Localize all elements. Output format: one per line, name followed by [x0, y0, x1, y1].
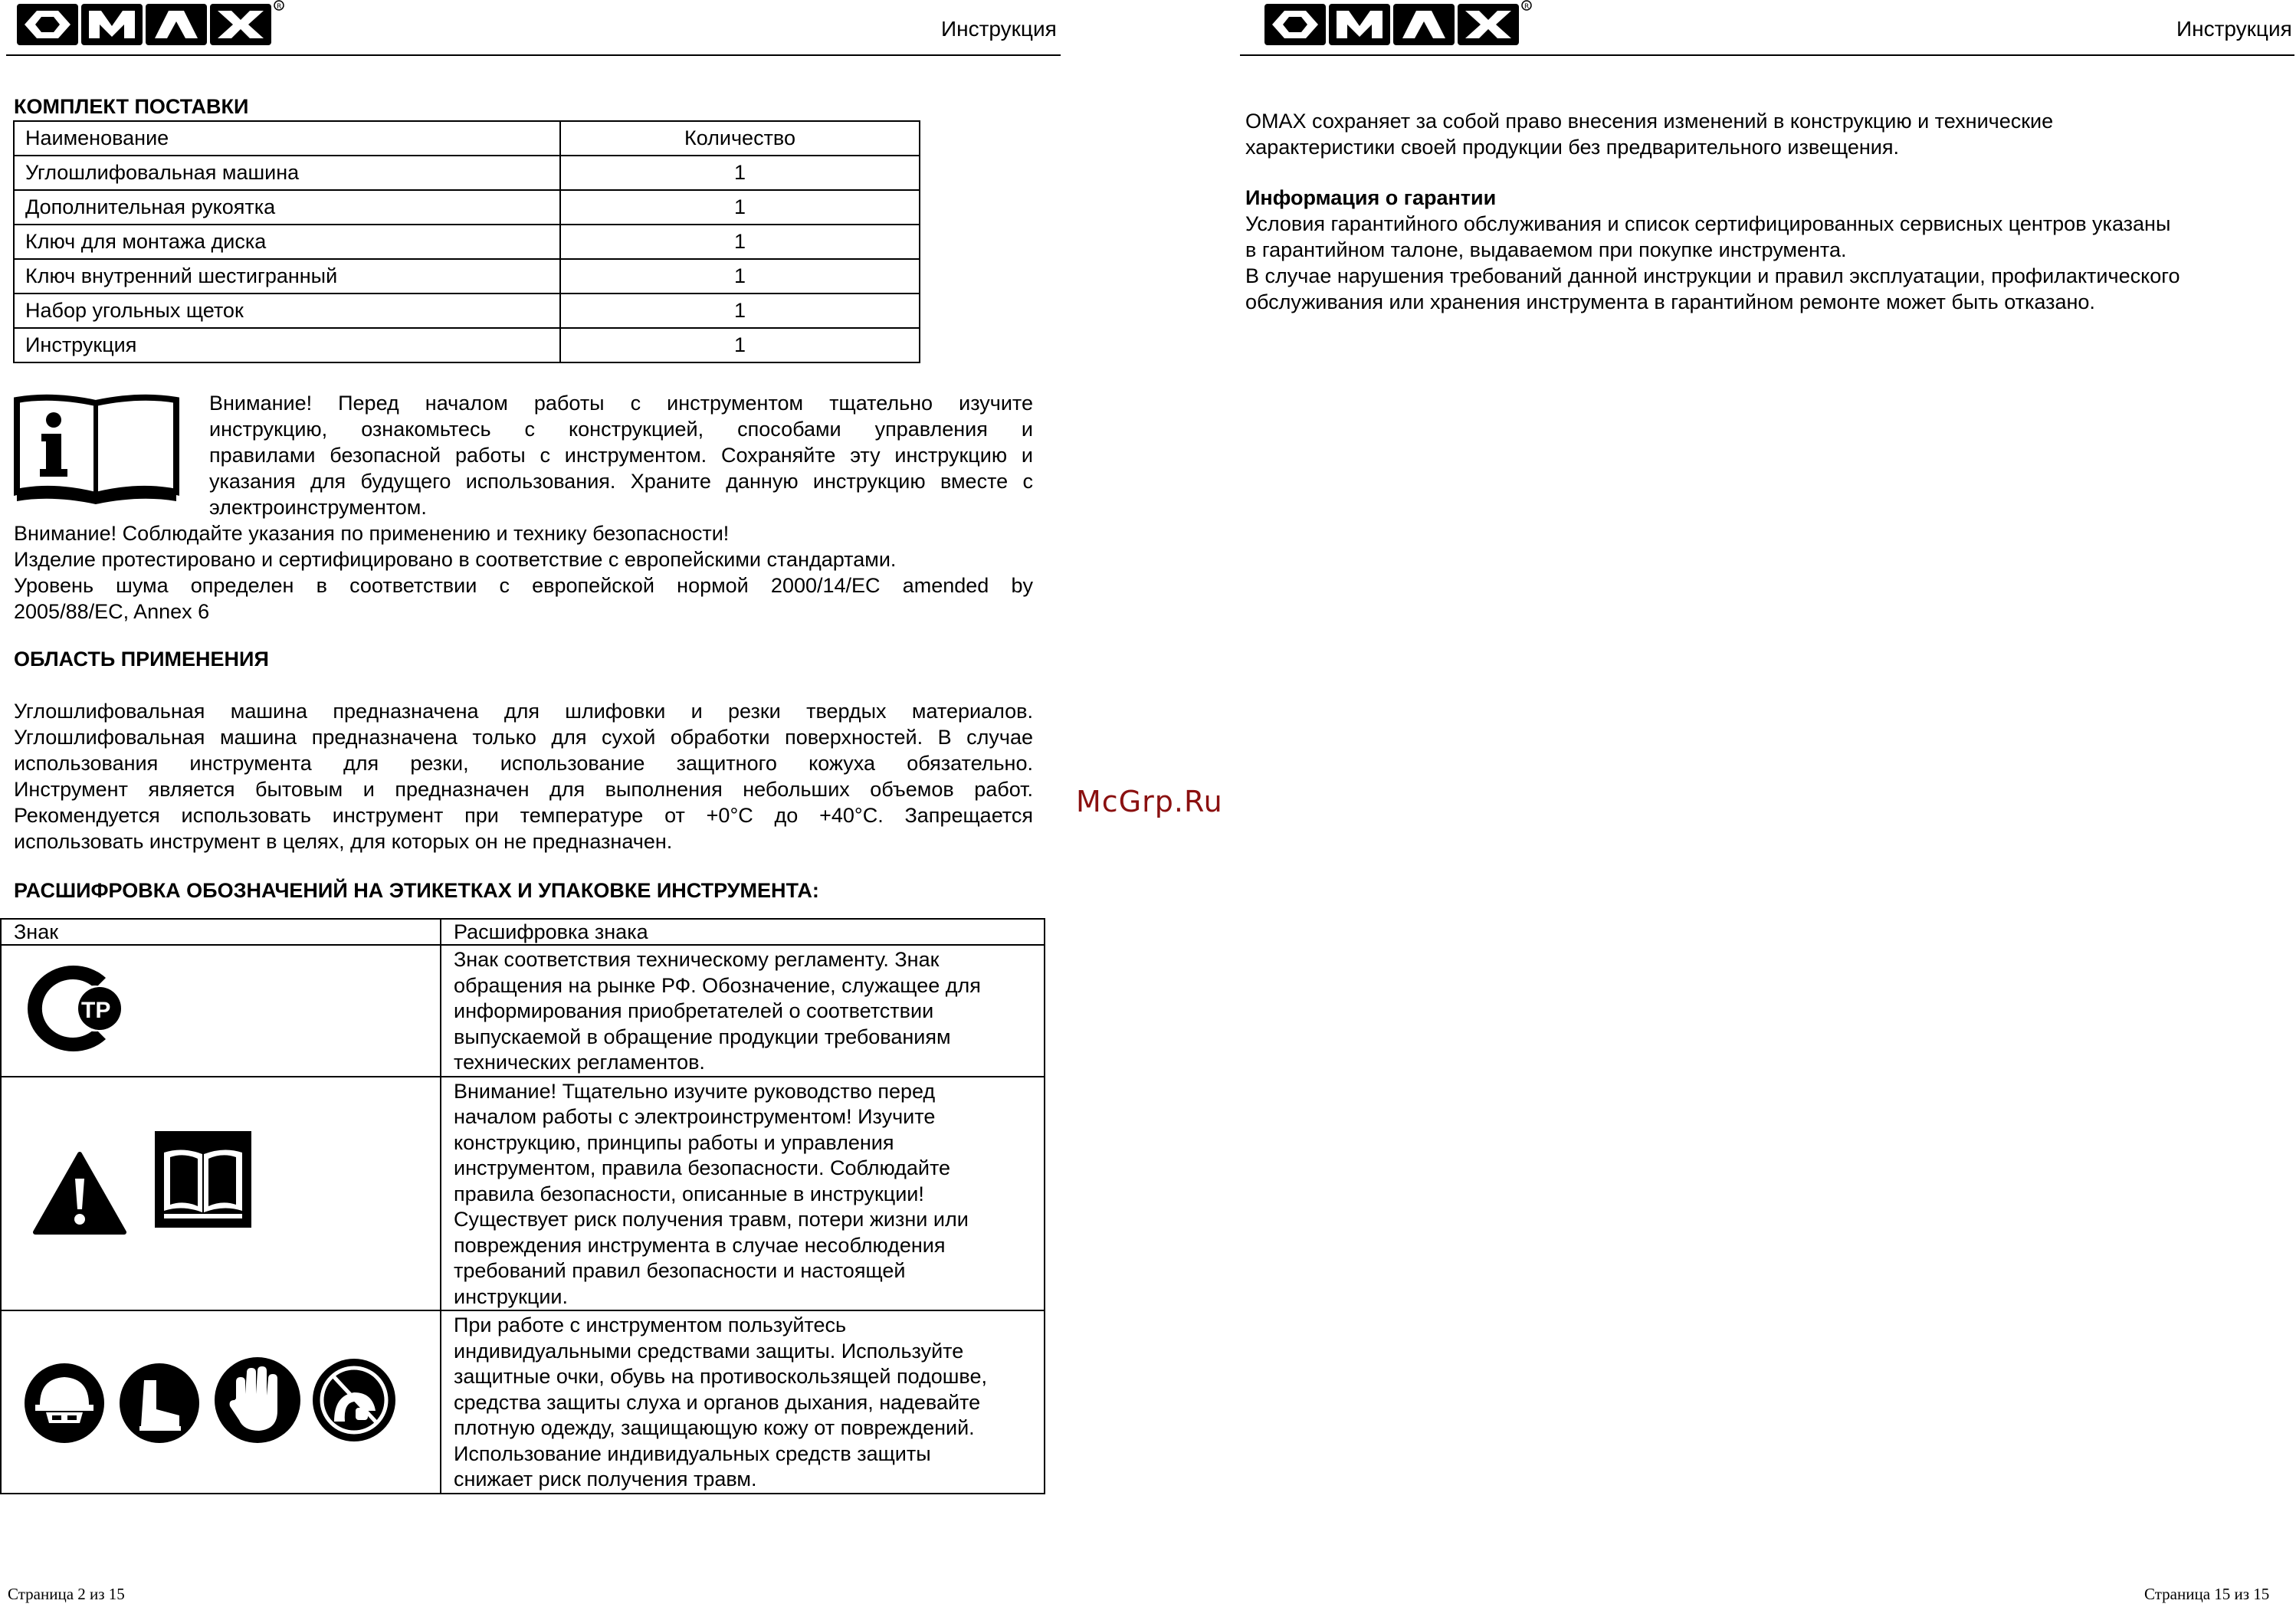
table-row — [1, 919, 1045, 945]
kit-item-qty: 1 — [560, 156, 920, 190]
symbol-meaning-line: конструкцию, принципы работы и управления — [454, 1130, 894, 1154]
omax-logo-icon — [17, 0, 285, 49]
kit-item-qty: 1 — [560, 294, 920, 328]
warranty-line: обслуживания или хранения инструмента в гарантийном ремонте может быть отказано. — [1245, 290, 2095, 313]
symbol-meaning-line: технических регламентов. — [454, 1051, 705, 1074]
symbols-heading: РАСШИФРОВКА ОБОЗНАЧЕНИЙ НА ЭТИКЕТКАХ И УПАКОВКЕ ИНСТРУМЕНТА: — [14, 879, 819, 902]
symbol-meaning — [441, 1310, 1045, 1494]
symbol-meaning-line: требований правил безопасности и настоящей — [454, 1259, 906, 1282]
symbol-meaning-line: информирования приобретателей о соответствии — [454, 999, 934, 1022]
attention-line: электроинструментом. — [209, 496, 427, 519]
warranty-line: Условия гарантийного обслуживания и список сертифицированных сервисных центров указаны — [1245, 212, 2171, 235]
page-footer: Страница 2 из 15 — [8, 1585, 125, 1603]
svg-text:R: R — [277, 3, 282, 11]
kit-item-qty: 1 — [560, 259, 920, 294]
header-title: Инструкция — [2176, 17, 2292, 41]
table-row — [14, 259, 920, 294]
read-manual-icon — [153, 1130, 253, 1229]
notice-line: характеристики своей продукции без предварительного извещения. — [1245, 136, 1899, 159]
header-rule — [6, 54, 1061, 56]
protective-gloves-icon — [213, 1356, 302, 1445]
right-page — [1226, 0, 2296, 1607]
safety-boots-icon — [118, 1362, 201, 1445]
svg-text:R: R — [1524, 3, 1530, 11]
noise-note: 2005/88/EC, Annex 6 — [14, 600, 210, 623]
symbol-meaning — [441, 1077, 1045, 1311]
symbol-meaning-line: инструкции. — [454, 1284, 569, 1308]
left-page — [0, 0, 1073, 1607]
notice-line: OMAX сохраняет за собой право внесения изменений в конструкцию и технические — [1245, 110, 2054, 133]
table-row — [14, 294, 920, 328]
kit-item-name: Углошлифовальная машина — [14, 156, 560, 190]
kit-col-qty: Количество — [560, 121, 920, 156]
info-book-icon — [14, 394, 181, 505]
kit-col-name: Наименование — [14, 121, 560, 156]
symbol-meaning-line: плотную одежду, защищающую кожу от повреждений. — [454, 1416, 975, 1439]
kit-heading: КОМПЛЕКТ ПОСТАВКИ — [14, 95, 249, 118]
table-row — [14, 328, 920, 362]
page-footer: Страница 15 из 15 — [2144, 1585, 2270, 1603]
table-row — [1, 1077, 1045, 1311]
watermark: McGrp.Ru — [1076, 785, 1223, 818]
attention-line: инструкцию, ознакомьтесь с конструкцией, способами управления и — [209, 418, 1033, 441]
symbol-meaning-line: Использование индивидуальных средств защиты — [454, 1441, 931, 1465]
symbol-cell — [1, 1310, 441, 1494]
symbol-meaning-line: выпускаемой в обращение продукции требованиям — [454, 1025, 951, 1048]
symbol-meaning-line: Внимание! Тщательно изучите руководство перед — [454, 1079, 936, 1103]
symbol-meaning-line: индивидуальными средствами защиты. Используйте — [454, 1339, 964, 1363]
kit-item-name: Набор угольных щеток — [14, 294, 560, 328]
symbol-meaning-line: обращения на рынке РФ. Обозначение, служащее для — [454, 973, 981, 997]
table-row — [14, 156, 920, 190]
attention-line: правилами безопасной работы с инструментом. Сохраняйте эту инструкцию и — [209, 444, 1033, 467]
symbol-meaning-line: средства защиты слуха и органов дыхания, надевайте — [454, 1390, 981, 1414]
table-row — [14, 190, 920, 225]
header-title: Инструкция — [941, 17, 1057, 41]
kit-item-qty: 1 — [560, 328, 920, 362]
symbol-meaning-line: повреждения инструмента в случае несоблюдения — [454, 1233, 946, 1257]
kit-item-name: Ключ для монтажа диска — [14, 225, 560, 259]
table-row — [1, 945, 1045, 1077]
kit-item-name: Ключ внутренний шестигранный — [14, 259, 560, 294]
symbol-meaning-line: Знак соответствия техническому регламенту. Знак — [454, 948, 940, 971]
certification-note: Изделие протестировано и сертифицировано в соответствие с европейскими стандартами. — [14, 548, 897, 571]
table-row — [14, 121, 920, 156]
ear-protection-icon — [311, 1357, 397, 1443]
scope-line: использовать инструмент в целях, для которых он не предназначен. — [14, 830, 673, 853]
kit-item-qty: 1 — [560, 190, 920, 225]
symbol-meaning — [441, 945, 1045, 1077]
symbols-table — [0, 918, 1045, 1494]
symbols-col-sign: Знак — [1, 919, 441, 945]
safety-note: Внимание! Соблюдайте указания по применению и технику безопасности! — [14, 522, 730, 545]
warning-triangle-icon — [32, 1151, 127, 1237]
symbol-meaning-line: началом работы с электроинструментом! Изучите — [454, 1105, 936, 1128]
eac-tr-mark-text: ТР — [81, 998, 111, 1023]
scope-line: Инструмент является бытовым и предназначен для выполнения небольших объемов работ. — [14, 778, 1033, 801]
warranty-line: в гарантийном талоне, выдаваемом при покупке инструмента. — [1245, 238, 1847, 261]
symbol-meaning-line: инструментом, правила безопасности. Соблюдайте — [454, 1156, 951, 1179]
head-protection-icon — [23, 1362, 106, 1445]
symbol-meaning-line: снижает риск получения травм. — [454, 1468, 757, 1491]
symbol-cell — [1, 1077, 441, 1311]
symbol-meaning-line: правила безопасности, описанные в инструкции! — [454, 1182, 924, 1205]
symbol-meaning-line: защитные очки, обувь на противоскользящей подошве, — [454, 1365, 987, 1388]
noise-note: Уровень шума определен в соответствии с европейской нормой 2000/14/EC amended by — [14, 574, 1033, 597]
kit-table — [13, 120, 920, 363]
table-row — [14, 225, 920, 259]
warranty-heading: Информация о гарантии — [1245, 186, 1497, 209]
kit-item-qty: 1 — [560, 225, 920, 259]
omax-logo-icon — [1264, 0, 1533, 49]
scope-line: Углошлифовальная машина предназначена для шлифовки и резки твердых материалов. — [14, 700, 1033, 723]
eac-tr-mark-icon — [15, 963, 130, 1054]
scope-line: Углошлифовальная машина предназначена только для сухой обработки поверхностей. В случае — [14, 726, 1033, 749]
symbols-col-meaning: Расшифровка знака — [441, 919, 1045, 945]
attention-line: указания для будущего использования. Храните данную инструкцию вместе с — [209, 470, 1033, 493]
symbol-meaning-line: Существует риск получения травм, потери жизни или — [454, 1208, 969, 1231]
symbol-meaning-line: При работе с инструментом пользуйтесь — [454, 1313, 847, 1336]
header-rule — [1240, 54, 2294, 56]
warranty-line: В случае нарушения требований данной инструкции и правил эксплуатации, профилактического — [1245, 264, 2180, 287]
kit-item-name: Дополнительная рукоятка — [14, 190, 560, 225]
scope-line: использования инструмента для резки, использование защитного кожуха обязательно. — [14, 752, 1033, 775]
attention-line: Внимание! Перед началом работы с инструментом тщательно изучите — [209, 392, 1033, 415]
symbol-cell — [1, 945, 441, 1077]
table-row — [1, 1310, 1045, 1494]
scope-heading: ОБЛАСТЬ ПРИМЕНЕНИЯ — [14, 648, 269, 671]
kit-item-name: Инструкция — [14, 328, 560, 362]
scope-line: Рекомендуется использовать инструмент при температуре от +0°С до +40°С. Запрещается — [14, 804, 1033, 827]
